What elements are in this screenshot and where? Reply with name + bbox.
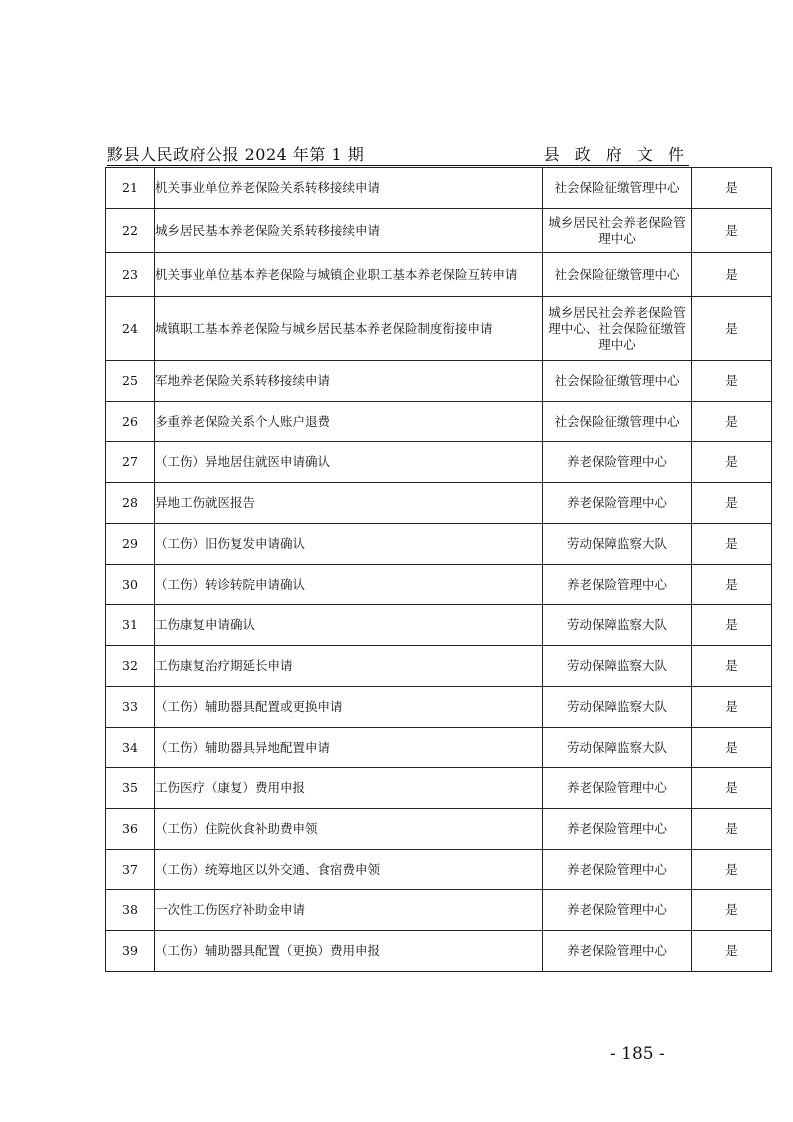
table-row — [106, 809, 772, 850]
status-flag: 是 — [692, 809, 772, 850]
status-flag: 是 — [692, 442, 772, 483]
status-flag: 是 — [692, 483, 772, 524]
table-row — [106, 605, 772, 646]
status-flag: 是 — [692, 850, 772, 890]
row-number: 26 — [106, 402, 155, 442]
responsible-department: 城乡居民社会养老保险管理中心 — [543, 209, 692, 253]
table-row — [106, 402, 772, 442]
table-row — [106, 361, 772, 402]
row-number: 28 — [106, 483, 155, 524]
responsible-department: 养老保险管理中心 — [543, 809, 692, 850]
table-body — [106, 168, 772, 972]
status-flag: 是 — [692, 168, 772, 209]
table-row — [106, 687, 772, 728]
item-name: 异地工伤就医报告 — [155, 483, 543, 524]
item-name: 机关事业单位基本养老保险与城镇企业职工基本养老保险互转申请 — [155, 253, 543, 297]
responsible-department: 劳动保障监察大队 — [543, 728, 692, 768]
responsible-department: 社会保险征缴管理中心 — [543, 361, 692, 402]
row-number: 33 — [106, 687, 155, 728]
responsible-department: 城乡居民社会养老保险管理中心、社会保险征缴管理中心 — [543, 297, 692, 361]
responsible-department: 养老保险管理中心 — [543, 850, 692, 890]
table-row — [106, 209, 772, 253]
row-number: 31 — [106, 605, 155, 646]
item-name: （工伤）辅助器具异地配置申请 — [155, 728, 543, 768]
item-name: 机关事业单位养老保险关系转移接续申请 — [155, 168, 543, 209]
page-header — [107, 140, 689, 168]
item-name: 工伤康复治疗期延长申请 — [155, 646, 543, 687]
responsible-department: 养老保险管理中心 — [543, 483, 692, 524]
row-number: 34 — [106, 728, 155, 768]
status-flag: 是 — [692, 646, 772, 687]
row-number: 30 — [106, 565, 155, 605]
status-flag: 是 — [692, 253, 772, 297]
status-flag: 是 — [692, 687, 772, 728]
status-flag: 是 — [692, 297, 772, 361]
row-number: 38 — [106, 890, 155, 931]
status-flag: 是 — [692, 768, 772, 809]
responsible-department: 养老保险管理中心 — [543, 565, 692, 605]
responsible-department: 养老保险管理中心 — [543, 768, 692, 809]
table-row — [106, 483, 772, 524]
table-row — [106, 442, 772, 483]
item-name: 工伤医疗（康复）费用申报 — [155, 768, 543, 809]
responsible-department: 社会保险征缴管理中心 — [543, 253, 692, 297]
table-row — [106, 168, 772, 209]
table-row — [106, 728, 772, 768]
table-row — [106, 524, 772, 565]
table-row — [106, 931, 772, 972]
status-flag: 是 — [692, 209, 772, 253]
row-number: 29 — [106, 524, 155, 565]
row-number: 35 — [106, 768, 155, 809]
section-title: 县 政 府 文 件 — [543, 145, 689, 164]
row-number: 39 — [106, 931, 155, 972]
row-number: 25 — [106, 361, 155, 402]
responsible-department: 劳动保障监察大队 — [543, 687, 692, 728]
table-row — [106, 253, 772, 297]
status-flag: 是 — [692, 890, 772, 931]
row-number: 24 — [106, 297, 155, 361]
row-number: 27 — [106, 442, 155, 483]
responsible-department: 养老保险管理中心 — [543, 442, 692, 483]
responsible-department: 劳动保障监察大队 — [543, 605, 692, 646]
table-row — [106, 850, 772, 890]
responsible-department: 社会保险征缴管理中心 — [543, 402, 692, 442]
row-number: 21 — [106, 168, 155, 209]
table-row — [106, 646, 772, 687]
header-rule — [107, 165, 689, 166]
responsible-department: 养老保险管理中心 — [543, 890, 692, 931]
responsible-department: 社会保险征缴管理中心 — [543, 168, 692, 209]
service-table — [105, 167, 772, 972]
item-name: （工伤）辅助器具配置（更换）费用申报 — [155, 931, 543, 972]
item-name: 工伤康复申请确认 — [155, 605, 543, 646]
table-row — [106, 768, 772, 809]
status-flag: 是 — [692, 728, 772, 768]
page-number: - 185 - — [610, 1044, 665, 1064]
item-name: （工伤）旧伤复发申请确认 — [155, 524, 543, 565]
item-name: 多重养老保险关系个人账户退费 — [155, 402, 543, 442]
gazette-title: 黟县人民政府公报 2024 年第 1 期 — [107, 145, 365, 164]
item-name: 城镇职工基本养老保险与城乡居民基本养老保险制度衔接申请 — [155, 297, 543, 361]
status-flag: 是 — [692, 361, 772, 402]
status-flag: 是 — [692, 605, 772, 646]
status-flag: 是 — [692, 931, 772, 972]
status-flag: 是 — [692, 524, 772, 565]
status-flag: 是 — [692, 565, 772, 605]
item-name: （工伤）住院伙食补助费申领 — [155, 809, 543, 850]
status-flag: 是 — [692, 402, 772, 442]
item-name: （工伤）统筹地区以外交通、食宿费申领 — [155, 850, 543, 890]
responsible-department: 养老保险管理中心 — [543, 931, 692, 972]
responsible-department: 劳动保障监察大队 — [543, 524, 692, 565]
row-number: 23 — [106, 253, 155, 297]
item-name: （工伤）辅助器具配置或更换申请 — [155, 687, 543, 728]
row-number: 37 — [106, 850, 155, 890]
row-number: 36 — [106, 809, 155, 850]
item-name: 军地养老保险关系转移接续申请 — [155, 361, 543, 402]
item-name: 一次性工伤医疗补助金申请 — [155, 890, 543, 931]
item-name: 城乡居民基本养老保险关系转移接续申请 — [155, 209, 543, 253]
table-row — [106, 565, 772, 605]
table-row — [106, 297, 772, 361]
row-number: 32 — [106, 646, 155, 687]
row-number: 22 — [106, 209, 155, 253]
table-row — [106, 890, 772, 931]
item-name: （工伤）异地居住就医申请确认 — [155, 442, 543, 483]
item-name: （工伤）转诊转院申请确认 — [155, 565, 543, 605]
responsible-department: 劳动保障监察大队 — [543, 646, 692, 687]
